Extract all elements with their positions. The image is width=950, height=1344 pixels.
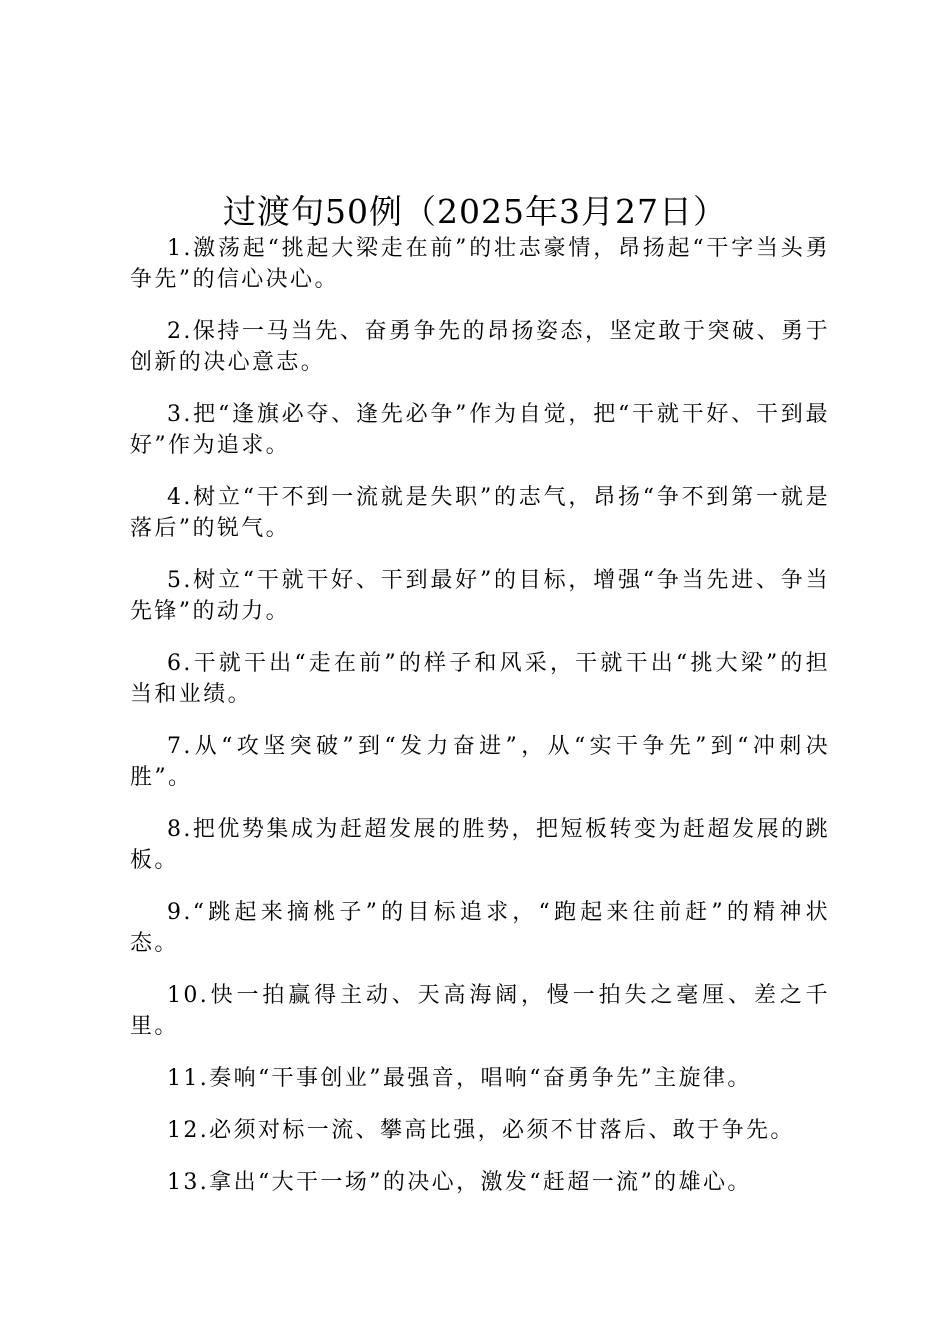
paragraph-9: 9.“跳起来摘桃子”的目标追求，“跑起来往前赶”的精神状态。 bbox=[130, 900, 830, 956]
paragraph-12: 12.必须对标一流、攀高比强，必须不甘落后、敢于争先。 bbox=[167, 1118, 795, 1143]
paragraph-7: 7.从“攻坚突破”到“发力奋进”，从“实干争先”到“冲刺决胜”。 bbox=[130, 734, 830, 790]
paragraph-10: 10.快一拍赢得主动、天高海阔，慢一拍失之毫厘、差之千里。 bbox=[130, 983, 830, 1039]
paragraph-11: 11.奏响“干事创业”最强音，唱响“奋勇争先”主旋律。 bbox=[167, 1066, 752, 1091]
paragraph-5: 5.树立“干就干好、干到最好”的目标，增强“争当先进、争当先锋”的动力。 bbox=[130, 568, 830, 624]
paragraph-4: 4.树立“干不到一流就是失职”的志气，昂扬“争不到第一就是落后”的锐气。 bbox=[130, 485, 830, 541]
document-body bbox=[130, 233, 830, 1219]
document-title: 过渡句50例（2025年3月27日） bbox=[223, 192, 727, 232]
paragraph-2: 2.保持一马当先、奋勇争先的昂扬姿态，坚定敢于突破、勇于创新的决心意志。 bbox=[130, 319, 830, 375]
paragraph-3: 3.把“逢旗必夺、逢先必争”作为自觉，把“干就干好、干到最好”作为追求。 bbox=[130, 402, 830, 458]
paragraph-13: 13.拿出“大干一场”的决心，激发“赶超一流”的雄心。 bbox=[167, 1170, 752, 1195]
paragraph-6: 6.干就干出“走在前”的样子和风采，干就干出“挑大梁”的担当和业绩。 bbox=[130, 651, 830, 707]
paragraph-8: 8.把优势集成为赶超发展的胜势，把短板转变为赶超发展的跳板。 bbox=[130, 817, 830, 873]
paragraph-1: 1.激荡起“挑起大梁走在前”的壮志豪情，昂扬起“干字当头勇争先”的信心决心。 bbox=[130, 236, 830, 292]
